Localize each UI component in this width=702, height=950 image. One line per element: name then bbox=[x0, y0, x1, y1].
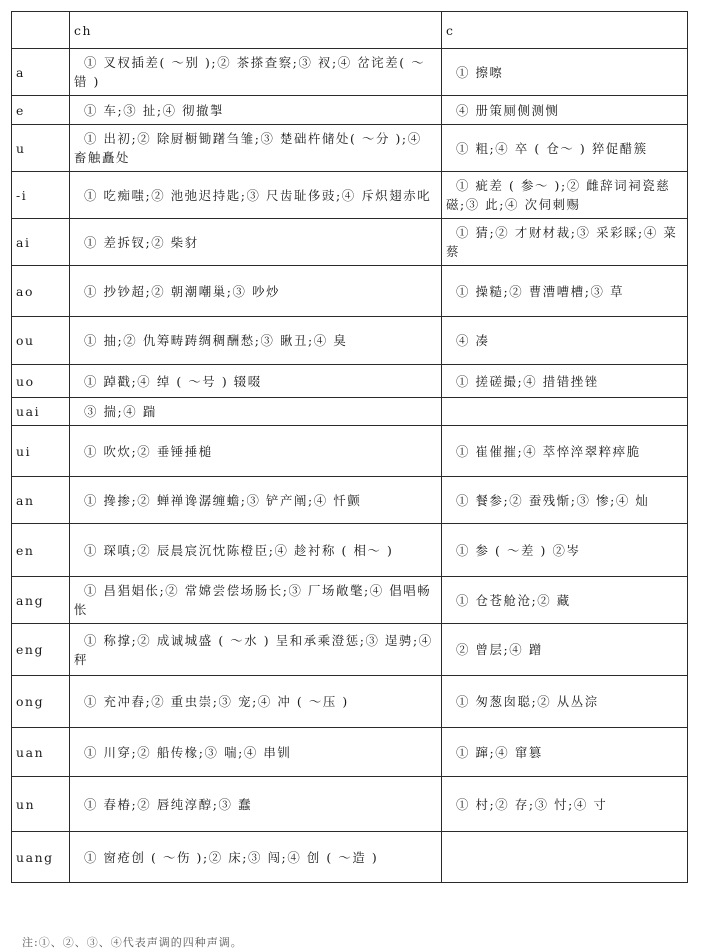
footnote: 注:①、②、③、④代表声调的四种声调。 bbox=[22, 936, 243, 949]
ch-cell: ① 出初;② 除厨橱锄躇刍雏;③ 楚础杵储处( ～分 );④ 畜触矗处 bbox=[70, 125, 442, 172]
header-c: c bbox=[442, 12, 688, 49]
ch-cell: ① 车;③ 扯;④ 彻撤掣 bbox=[70, 96, 442, 125]
final-cell: u bbox=[12, 125, 70, 172]
ch-cell: ① 称撑;② 成诚城盛 ( ～水 ) 呈和承乘澄惩;③ 逞骋;④ 秤 bbox=[70, 624, 442, 676]
final-cell: uai bbox=[12, 398, 70, 426]
final-cell: en bbox=[12, 524, 70, 577]
table-row bbox=[12, 426, 688, 477]
ch-cell: ① 叉杈插差( ～别 );② 茶搽查察;③ 衩;④ 岔诧差( ～错 ) bbox=[70, 49, 442, 96]
table-row bbox=[12, 96, 688, 125]
c-cell: ① 蹿;④ 窜篡 bbox=[442, 728, 688, 777]
ch-cell: ③ 揣;④ 踹 bbox=[70, 398, 442, 426]
final-cell: un bbox=[12, 777, 70, 832]
ch-cell: ① 吹炊;② 垂锤捶槌 bbox=[70, 426, 442, 477]
ch-cell: ① 吃痴嗤;② 池弛迟持匙;③ 尺齿耻侈豉;④ 斥炽翅赤叱 bbox=[70, 172, 442, 219]
final-cell: ong bbox=[12, 676, 70, 728]
table-row bbox=[12, 777, 688, 832]
c-cell: ④ 凑 bbox=[442, 317, 688, 365]
table-row bbox=[12, 172, 688, 219]
ch-cell: ① 窗疮创 ( ～伤 );② 床;③ 闯;④ 创 ( ～造 ) bbox=[70, 832, 442, 883]
table-row bbox=[12, 728, 688, 777]
c-cell: ① 粗;④ 卒 ( 仓～ ) 猝促醋簇 bbox=[442, 125, 688, 172]
c-cell bbox=[442, 398, 688, 426]
table-row bbox=[12, 125, 688, 172]
final-cell: ai bbox=[12, 219, 70, 266]
ch-cell: ① 琛嗔;② 辰晨宸沉忱陈橙臣;④ 趁衬称 ( 相～ ) bbox=[70, 524, 442, 577]
table-row bbox=[12, 832, 688, 883]
final-cell: an bbox=[12, 477, 70, 524]
header-ch: ch bbox=[70, 12, 442, 49]
c-cell: ① 疵差 ( 参～ );② 雌辞词祠瓷慈磁;③ 此;④ 次伺刺赐 bbox=[442, 172, 688, 219]
c-cell: ① 操糙;② 曹漕嘈槽;③ 草 bbox=[442, 266, 688, 317]
ch-cell: ① 充冲舂;② 重虫崇;③ 宠;④ 冲 ( ～压 ) bbox=[70, 676, 442, 728]
ch-cell: ① 川穿;② 船传椽;③ 喘;④ 串钏 bbox=[70, 728, 442, 777]
table-row bbox=[12, 477, 688, 524]
ch-cell: ① 踔戳;④ 绰 ( ～号 ) 辍啜 bbox=[70, 365, 442, 398]
c-cell: ① 参 ( ～差 ) ②岑 bbox=[442, 524, 688, 577]
c-cell: ① 搓磋撮;④ 措错挫锉 bbox=[442, 365, 688, 398]
c-cell: ① 擦嚓 bbox=[442, 49, 688, 96]
final-cell: eng bbox=[12, 624, 70, 676]
c-cell: ① 村;② 存;③ 忖;④ 寸 bbox=[442, 777, 688, 832]
final-cell: a bbox=[12, 49, 70, 96]
ch-cell: ① 春椿;② 唇纯淳醇;③ 蠢 bbox=[70, 777, 442, 832]
final-cell: e bbox=[12, 96, 70, 125]
final-cell: ou bbox=[12, 317, 70, 365]
final-cell: -i bbox=[12, 172, 70, 219]
ch-cell: ① 差拆钗;② 柴豺 bbox=[70, 219, 442, 266]
final-cell: uan bbox=[12, 728, 70, 777]
table-body bbox=[12, 49, 688, 883]
c-cell: ① 猜;② 才财材裁;③ 采彩睬;④ 菜蔡 bbox=[442, 219, 688, 266]
c-cell: ① 崔催摧;④ 萃悴淬翠粹瘁脆 bbox=[442, 426, 688, 477]
ch-cell: ① 昌猖娼伥;② 常嫦尝偿场肠长;③ 厂场敞氅;④ 倡唱畅怅 bbox=[70, 577, 442, 624]
pinyin-comparison-table bbox=[11, 11, 688, 883]
c-cell: ④ 册策厕侧测恻 bbox=[442, 96, 688, 125]
table-row bbox=[12, 219, 688, 266]
final-cell: uo bbox=[12, 365, 70, 398]
table-row bbox=[12, 524, 688, 577]
final-cell: ui bbox=[12, 426, 70, 477]
table-row bbox=[12, 624, 688, 676]
ch-cell: ① 搀掺;② 蝉禅谗潺缠蟾;③ 铲产阐;④ 忏颤 bbox=[70, 477, 442, 524]
final-cell: uang bbox=[12, 832, 70, 883]
pinyin-table-container bbox=[11, 11, 688, 883]
table-row bbox=[12, 398, 688, 426]
c-cell: ① 仓苍舱沧;② 藏 bbox=[442, 577, 688, 624]
final-cell: ao bbox=[12, 266, 70, 317]
c-cell bbox=[442, 832, 688, 883]
table-row bbox=[12, 676, 688, 728]
c-cell: ② 曾层;④ 蹭 bbox=[442, 624, 688, 676]
c-cell: ① 餐参;② 蚕残惭;③ 惨;④ 灿 bbox=[442, 477, 688, 524]
ch-cell: ① 抽;② 仇筹畴踌绸稠酬愁;③ 瞅丑;④ 臭 bbox=[70, 317, 442, 365]
table-row bbox=[12, 317, 688, 365]
header-final bbox=[12, 12, 70, 49]
table-row bbox=[12, 266, 688, 317]
header-row bbox=[12, 12, 688, 49]
final-cell: ang bbox=[12, 577, 70, 624]
table-row bbox=[12, 365, 688, 398]
table-row bbox=[12, 49, 688, 96]
ch-cell: ① 抄钞超;② 朝潮嘲巢;③ 吵炒 bbox=[70, 266, 442, 317]
table-row bbox=[12, 577, 688, 624]
c-cell: ① 匆葱囱聪;② 从丛淙 bbox=[442, 676, 688, 728]
